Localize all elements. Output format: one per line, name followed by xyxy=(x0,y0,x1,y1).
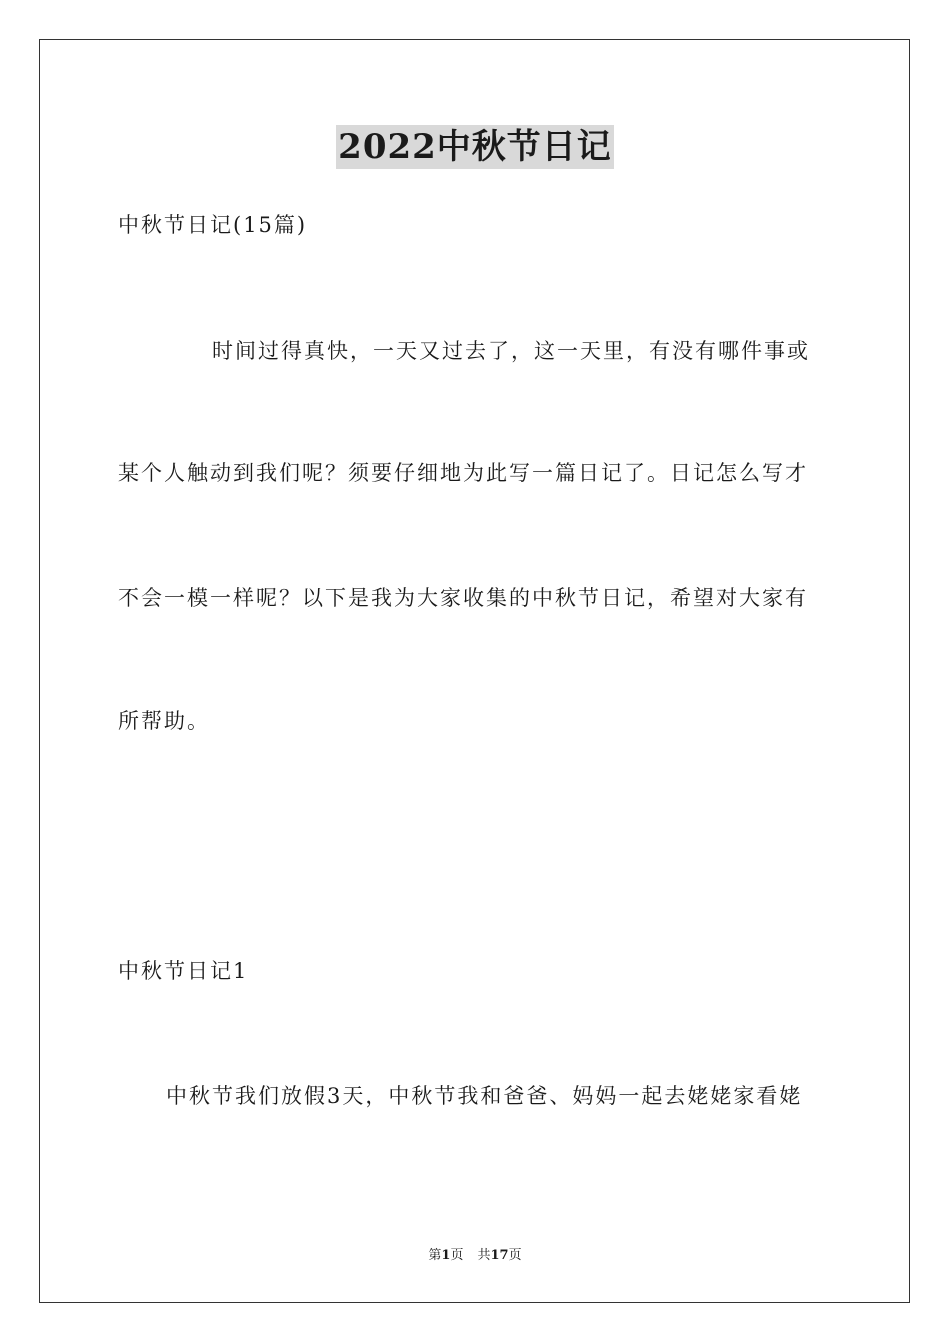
footer-page-suffix: 页 xyxy=(450,1248,464,1263)
footer-total-suffix: 页 xyxy=(508,1248,522,1263)
footer-page-prefix: 第 xyxy=(428,1248,442,1263)
document-title: 2022中秋节日记 xyxy=(338,127,612,167)
section-1-heading: 中秋节日记1 xyxy=(118,959,249,983)
footer-page-number: 1 xyxy=(441,1248,451,1263)
page-footer xyxy=(0,1246,950,1266)
section-1-line-1: 中秋节我们放假3天，中秋节我和爸爸、妈妈一起去姥姥家看姥 xyxy=(166,1084,803,1108)
subtitle: 中秋节日记(15篇) xyxy=(118,213,308,237)
intro-line-4: 所帮助。 xyxy=(118,709,210,733)
intro-line-3: 不会一模一样呢？以下是我为大家收集的中秋节日记，希望对大家有 xyxy=(118,586,808,610)
intro-line-2: 某个人触动到我们呢？须要仔细地为此写一篇日记了。日记怎么写才 xyxy=(118,461,808,485)
title-container xyxy=(0,125,950,169)
footer-total-prefix: 共 xyxy=(477,1248,491,1263)
intro-line-1: 时间过得真快，一天又过去了，这一天里，有没有哪件事或 xyxy=(212,339,810,363)
footer-total-pages: 17 xyxy=(490,1248,509,1263)
